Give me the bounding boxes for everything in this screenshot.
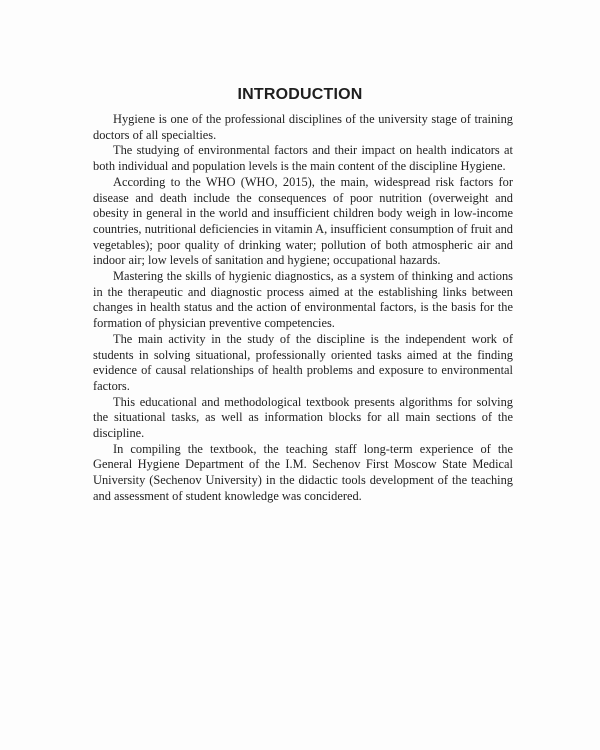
body-text <box>93 112 513 505</box>
page-title: INTRODUCTION <box>237 86 363 103</box>
paragraph: The main activity in the study of the discipline is the independent work of students in solving situational, professionally oriented tasks aimed at the finding evidence of causal relationships of health problems and exposure to environmental factors. <box>93 331 513 393</box>
paragraph: The studying of environmental factors and their impact on health indicators at both individual and population levels is the main content of the discipline Hygiene. <box>93 143 513 174</box>
paragraph: Mastering the skills of hygienic diagnostics, as a system of thinking and actions in the therapeutic and diagnostic process aimed at the establishing links between changes in health status and the action of environmental factors, is the basis for the formation of physician preventive competencies. <box>93 269 513 331</box>
paragraph: Hygiene is one of the professional disciplines of the university stage of training doctors of all specialties. <box>93 112 513 142</box>
paragraph: According to the WHO (WHO, 2015), the main, widespread risk factors for disease and death include the consequences of poor nutrition (overweight and obesity in general in the world and insufficient children body weigh in low-income countries, nutritional deficiencies in vitamin A, insufficient consumption of fruit and vegetables); poor quality of drinking water; pollution of both atmospheric air and indoor air; low levels of sanitation and hygiene; occupational hazards. <box>93 174 513 268</box>
paragraph: This educational and methodological textbook presents algorithms for solving the situational tasks, as well as information blocks for all main sections of the discipline. <box>93 394 513 441</box>
paragraph: In compiling the textbook, the teaching staff long-term experience of the General Hygiene Department of the I.M. Sechenov First Moscow State Medical University (Sechenov University) in the didactic tools development of the teaching and assessment of student knowledge was concidered. <box>93 441 513 503</box>
